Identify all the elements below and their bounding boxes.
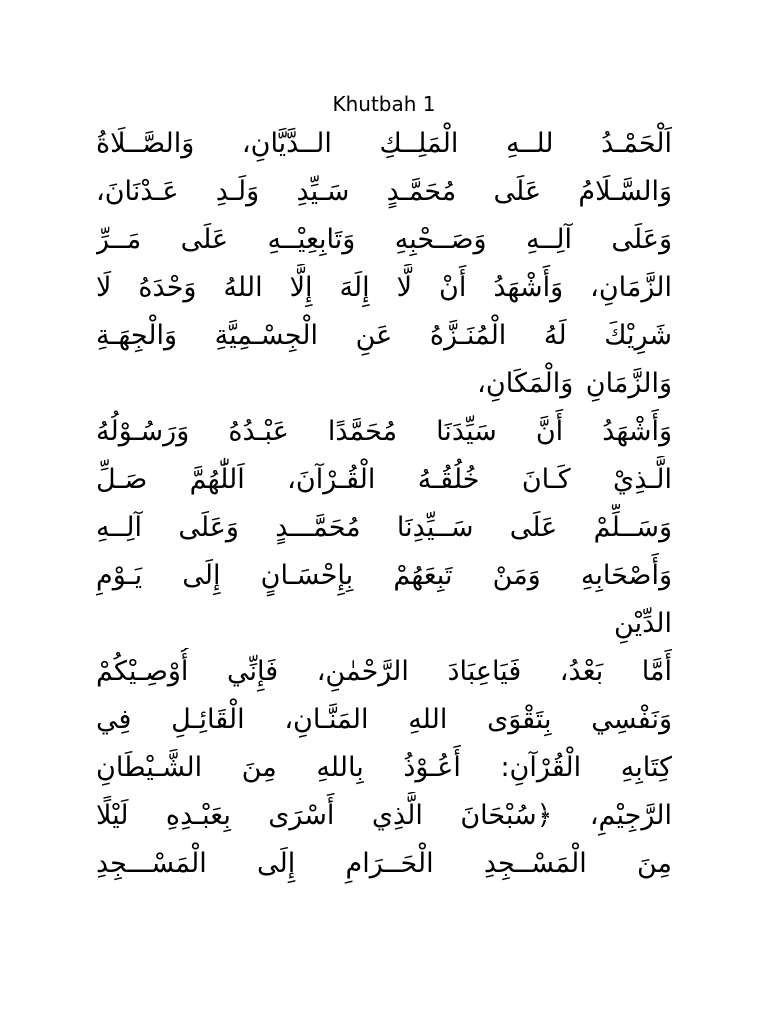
text-line: اَلْحَمْـدُ للــهِ الْمَلِــكِ الــدَّيَّانِ، وَالصَّــلَاةُ [96,128,672,159]
text-line: وَالسَّـلَامُ عَلَى مُحَمَّـدٍ سَـيِّدِ وَلَـدِ عَـدْنَانَ، [96,176,672,207]
text-line: الدِّيْنِ [614,608,672,639]
text-line: كِتَابِهِ الْقُرْآنِ: أَعُـوْذُ بِاللهِ مِنَ الشَّـيْطَانِ [96,752,672,783]
text-line: الَّـذِيْ كَـانَ خُلُقُـهُ الْقُـرْآنَ، اَللّٰهُمَّ صَـلِّ [96,464,672,495]
text-line: وَأَشْهَدُ أَنَّ سَيِّدَنَا مُحَمَّدًا عَبْـدُهُ وَرَسُـوْلُهُ [96,416,672,447]
text-line: مِنَ الْمَسْــجِدِ الْحَــرَامِ إِلَى الْمَسْـــجِدِ [96,848,672,879]
text-line: وَأَصْحَابِهِ وَمَنْ تَبِعَهُمْ بِإِحْسَـانٍ إِلَى يَـوْمِ [96,560,672,591]
text-line: شَرِيْكَ لَهُ الْمُنَـزَّهُ عَنِ الْجِسْـمِيَّةِ وَالْجِهَـةِ [96,320,672,351]
khutbah-body-text [96,120,672,888]
text-line: الزَّمَانِ، وَأَشْهَدُ أَنْ لَّا إِلَهَ إِلَّا اللهُ وَحْدَهُ لَا [96,272,672,303]
page-title: Khutbah 1 [332,92,436,116]
text-line: وَسَــلِّمْ عَلَى سَــيِّدِنَا مُحَمَّـــدٍ وَعَلَى آلِــهِ [96,512,672,543]
text-line: أَمَّا بَعْدُ، فَيَاعِبَادَ الرَّحْمٰنِ، فَإِنِّي أُوْصِـيْكُمْ [96,656,672,687]
text-line: وَنَفْسِي بِتَقْوَى اللهِ المَنَّـانِ، الْقَائِـلِ فِي [96,704,672,735]
text-line: الرَّجِيْمِ، ﴿سُبْحَانَ الَّذِي أَسْرَى بِعَبْـدِهِ لَيْلًا [96,800,672,831]
text-line: وَالزَّمَانِ وَالْمَكَانِ، [477,368,672,399]
text-line: وَعَلَى آلِــهِ وَصَــحْبِهِ وَتَابِعِيْــهِ عَلَى مَــرِّ [96,224,672,255]
